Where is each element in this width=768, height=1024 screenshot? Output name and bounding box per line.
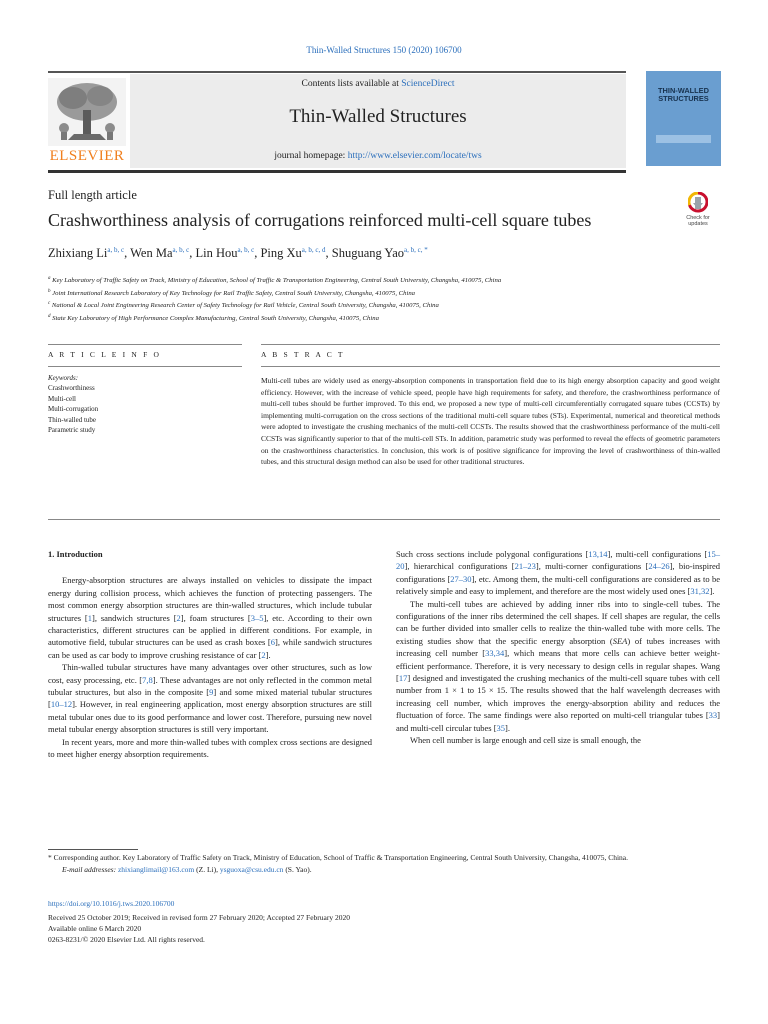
reference-link[interactable]: 1 xyxy=(87,612,92,623)
badge-line1: Check for xyxy=(686,215,710,221)
elsevier-wordmark: ELSEVIER xyxy=(49,148,125,164)
email-name-yao: (S. Yao). xyxy=(283,865,312,874)
check-updates-icon xyxy=(688,192,708,214)
author-list xyxy=(48,246,428,261)
cover-title-line2: STRUCTURES xyxy=(658,94,709,103)
paragraph-text: When cell number is large enough and cell size is small enough, the xyxy=(410,735,641,746)
corresponding-star: * xyxy=(48,853,54,862)
cover-title-line1: THIN-WALLED xyxy=(658,86,709,95)
author-separator: , xyxy=(124,246,131,261)
author-separator: , xyxy=(254,246,261,261)
paragraph xyxy=(48,574,372,661)
author-affiliation-marks[interactable]: a, b, c xyxy=(237,246,255,254)
affiliation xyxy=(48,299,728,312)
journal-citation-link[interactable]: Thin-Walled Structures 150 (2020) 106700 xyxy=(306,45,462,55)
reference-link[interactable]: 24–26 xyxy=(648,561,670,572)
check-updates-text xyxy=(676,215,720,227)
author-name[interactable]: Ping Xu xyxy=(260,246,302,261)
keywords-label: Keywords: xyxy=(48,374,79,382)
abstract-rule xyxy=(261,366,720,367)
affiliation-text: Key Laboratory of Traffic Safety on Track, Ministry of Education, School of Traffic & Transportation Engineering, Central South University, Changsha, 410075, China xyxy=(50,277,502,285)
affiliation-text: Joint International Research Laboratory of Key Technology for Rail Traffic Safety, Central South University, Changsha, 410075, China xyxy=(50,289,416,297)
paragraph-text: ], hierarchical configurations [ xyxy=(404,561,515,572)
email-label: E-mail addresses: xyxy=(62,865,118,874)
right-paragraphs xyxy=(396,548,720,747)
corresponding-author-footnote xyxy=(48,852,720,876)
italic-text: SEA xyxy=(612,635,628,646)
email-link-li[interactable]: zhixianglimail@163.com xyxy=(117,865,195,874)
reference-link[interactable]: 33,34 xyxy=(485,648,505,659)
abstract-rule-top xyxy=(261,344,720,345)
body-right-column xyxy=(396,548,720,747)
author-separator: , xyxy=(325,246,332,261)
author-separator: , xyxy=(189,246,196,261)
header-bottom-rule xyxy=(48,170,626,173)
keyword: Crashworthiness xyxy=(48,384,95,392)
footnote-rule xyxy=(48,849,138,850)
corresponding-line xyxy=(48,852,720,864)
elsevier-tree-logo-icon xyxy=(48,78,126,146)
affiliation-mark: c xyxy=(48,301,51,307)
keyword: Parametric study xyxy=(48,426,96,435)
paragraph-text: ], multi-cell configurations [ xyxy=(607,549,708,559)
reference-link[interactable]: 13,14 xyxy=(588,549,608,559)
reference-link[interactable]: 27–30 xyxy=(450,573,472,584)
affiliation-text: National & Local Joint Engineering Research Center of Safety Technology for Rail Vehicle, Central South University, Changsha, 410075, China xyxy=(50,302,439,310)
author-affiliation-marks[interactable]: a, b, c xyxy=(172,246,190,254)
email-line xyxy=(48,864,720,876)
paragraph xyxy=(396,548,720,598)
author-name[interactable]: Zhixiang Li xyxy=(48,246,108,261)
abstract-text: Multi-cell tubes are widely used as energy-absorption components in transportation field due to its high energy absorption capacity and good weight efficiency. However, with the increase of vehicle speed, people have high requirements for safety, and therefore, the crashworthiness performance of multi-cell tubes should be further improved. To this end, we proposed a new type of multi-cell circumferentially corrugated square tubes (CCSTs) by implementing multi-corrugation on the cross sections of the traditional multi-cell square tubes (STs). Experimental, numerical and theoretical methods were adopted to investigate the crushing mechanics of the multi-cell CCSTs. The results showed that the crashworthiness performance of the multi-cell CCSTs was significantly superior to that of the multi-cell STs. In addition, parametric study was performed to reveal the effects of geometric parameters on the crashworthiness characteristics. In conclusion, this work is of positive significance for improving the level of crashworthiness of thin-walled tubes, and this structural design method can also be used for other traditional structures. xyxy=(261,376,720,467)
reference-link[interactable]: 21–23 xyxy=(514,561,536,572)
keywords-list xyxy=(48,383,98,436)
reference-link[interactable]: 15–20 xyxy=(396,549,720,572)
paragraph-text: ], bio-inspired configurations [ xyxy=(396,561,720,584)
article-info-rule-top xyxy=(48,344,242,345)
article-info-rule xyxy=(48,366,242,367)
article-title: Crashworthiness analysis of corrugations reinforced multi-cell square tubes xyxy=(48,210,592,230)
paragraph-text: ] designed and investigated the crushing mechanics of the multi-cell square tubes with cell number from 1 × 1 to 15 × 15. The results showed that the half wavelength decreases with increasing cell number, which improves the energy-absorption ability and reduces the fluctuation of force. The same findings were also reported on multi-cell triangular tubes [ xyxy=(396,673,720,721)
reference-link[interactable]: 31,32 xyxy=(690,586,710,597)
paragraph-text: In recent years, more and more thin-walled tubes with complex cross sections are designed to meet higher energy absorption requirements. xyxy=(48,736,372,760)
received-dates: Received 25 October 2019; Received in revised form 27 February 2020; Accepted 27 February 2020 xyxy=(48,913,350,922)
journal-cover-thumbnail[interactable] xyxy=(646,71,721,166)
cover-editor-strip xyxy=(656,135,711,143)
paragraph-text: Such cross sections include polygonal configurations [ xyxy=(396,549,589,559)
paragraph-text: ], foam structures [ xyxy=(180,612,251,623)
keyword: Multi-corrugation xyxy=(48,405,99,414)
affiliation-text: State Key Laboratory of High Performance Complex Manufacturing, Central South University, Changsha, 410075, China xyxy=(50,315,379,323)
reference-link[interactable]: 35 xyxy=(496,722,506,733)
abstract-heading: A B S T R A C T xyxy=(261,350,345,359)
paragraph-text: ) of tubes increases with increasing cell number [ xyxy=(396,635,720,659)
sciencedirect-link[interactable]: ScienceDirect xyxy=(401,79,455,89)
paragraph xyxy=(396,734,720,746)
paragraph-text: ], etc. Among them, the multi-cell configurations are considered as to be relatively simple and easy to implement, and therefore are the most widely used ones [ xyxy=(396,573,721,597)
reference-link[interactable]: 7,8 xyxy=(142,674,153,685)
contents-available-line xyxy=(130,79,626,89)
badge-line2: updates xyxy=(688,221,708,227)
paragraph-text: Thin-walled tubular structures have many advantages over other structures, such as low cost, easy processing, etc. [ xyxy=(48,662,372,685)
paragraph xyxy=(48,661,372,735)
paragraph-text: ]. xyxy=(505,722,511,733)
keyword: Thin-walled tube xyxy=(48,415,97,424)
reference-link[interactable]: 6 xyxy=(270,637,276,648)
reference-link[interactable]: 2 xyxy=(176,612,181,623)
journal-homepage-line xyxy=(130,151,626,161)
paragraph-text: ] and some mixed material tubular structures [ xyxy=(48,687,372,710)
author-name[interactable]: Shuguang Yao xyxy=(331,246,405,261)
article-history xyxy=(48,912,350,945)
paragraph xyxy=(396,598,720,734)
affiliation-mark: a xyxy=(48,276,51,281)
paragraph-text: ]. However, in real engineering application, most energy absorption structures are still metal tubular ones due to its good performance and lower cost. Therefore, pursuing new novel metal tubular energy absorption structures is still very important. xyxy=(48,699,372,735)
author-affiliation-marks[interactable]: a, b, c, d xyxy=(301,246,326,254)
author-affiliation-marks[interactable]: a, b, c, * xyxy=(404,246,428,254)
contents-prefix: Contents lists available at xyxy=(301,79,402,89)
copyright-line: 0263-8231/© 2020 Elsevier Ltd. All rights reserved. xyxy=(48,935,205,944)
doi-link[interactable]: https://doi.org/10.1016/j.tws.2020.106700 xyxy=(48,899,175,908)
reference-link[interactable]: 10–12 xyxy=(50,699,73,710)
body-left-column xyxy=(48,548,372,761)
affiliation-mark: b xyxy=(48,288,51,294)
reference-link[interactable]: 3–5 xyxy=(250,612,264,623)
affiliation xyxy=(48,274,728,287)
keyword: Multi-cell xyxy=(48,394,76,403)
paragraph-text: The multi-cell tubes are achieved by adding inner ribs into to single-cell tubes. The configurations of the inner ribs determined the cell shapes. If cell shapes are regular, the cells can be further divided into smaller cells to realize the thin-walled tube with more cells. The existing studies show that the specific energy absorption ( xyxy=(396,598,720,646)
reference-link[interactable]: 33 xyxy=(708,710,718,721)
affiliation xyxy=(48,287,728,300)
paragraph-text: ]. xyxy=(265,649,271,660)
section-heading-introduction: 1. Introduction xyxy=(48,549,103,559)
author-name[interactable]: Wen Ma xyxy=(130,246,173,261)
paragraph-text: ] and multi-cell circular tubes [ xyxy=(396,710,720,733)
article-info-heading: A R T I C L E I N F O xyxy=(48,350,162,359)
reference-link[interactable]: 9 xyxy=(209,687,214,698)
paragraph-text: ], multi-corner configurations [ xyxy=(535,561,649,572)
paragraph-text: Energy-absorption structures are always installed on vehicles to dissipate the impact energy during collision process, which achieves the function of protecting passengers. The most common energy absorption structures are thin-walled structures, which include tubular structures [ xyxy=(48,575,372,623)
homepage-label: journal homepage: xyxy=(274,151,348,161)
email-link-yao[interactable]: ysguoxa@csu.edu.cn xyxy=(219,865,284,874)
header-top-rule xyxy=(48,71,626,73)
left-paragraphs xyxy=(48,574,372,760)
author-name[interactable]: Lin Hou xyxy=(195,246,238,261)
affiliation xyxy=(48,312,728,325)
paragraph-text: ], while sandwich structures can be used as car body to improve crushing resistance of car [ xyxy=(48,637,372,660)
reference-link[interactable]: 2 xyxy=(261,649,266,660)
author-affiliation-marks[interactable]: a, b, c xyxy=(107,246,125,254)
paragraph-text: ], sandwich structures [ xyxy=(92,612,177,623)
paragraph-text: ]. xyxy=(709,586,715,597)
reference-link[interactable]: 17 xyxy=(398,673,408,684)
abstract-bottom-rule xyxy=(48,519,720,520)
paragraph xyxy=(48,736,372,761)
corresponding-text: Corresponding author. Key Laboratory of Traffic Safety on Track, Ministry of Education, School of Traffic & Transportation Engineering, Central South University, Changsha, 410075, China. xyxy=(53,853,629,862)
affiliation-list xyxy=(48,274,728,325)
paragraph-text: ], which means that more cells can achieve better weight-efficient performance. Therefore, it is very necessary to design cells in regular shapes. Wang [ xyxy=(396,648,720,684)
paragraph-text: ], etc. According to their own characteristics, different structures can be applied in different conditions. For example, in automotive field, tubular structures can be used as crash boxes [ xyxy=(48,612,373,648)
cover-title xyxy=(646,87,721,103)
article-type: Full length article xyxy=(48,188,137,202)
homepage-link[interactable]: http://www.elsevier.com/locate/tws xyxy=(347,151,482,161)
affiliation-mark: d xyxy=(48,314,51,320)
check-for-updates-badge[interactable] xyxy=(676,192,720,234)
paragraph-text: ]. These advantages are not only reflected in the common metal tubular structures, but also in the composite [ xyxy=(48,674,372,698)
journal-title: Thin-Walled Structures xyxy=(289,106,467,127)
email-name-li: (Z. Li), xyxy=(194,865,220,874)
online-date: Available online 6 March 2020 xyxy=(48,924,142,933)
